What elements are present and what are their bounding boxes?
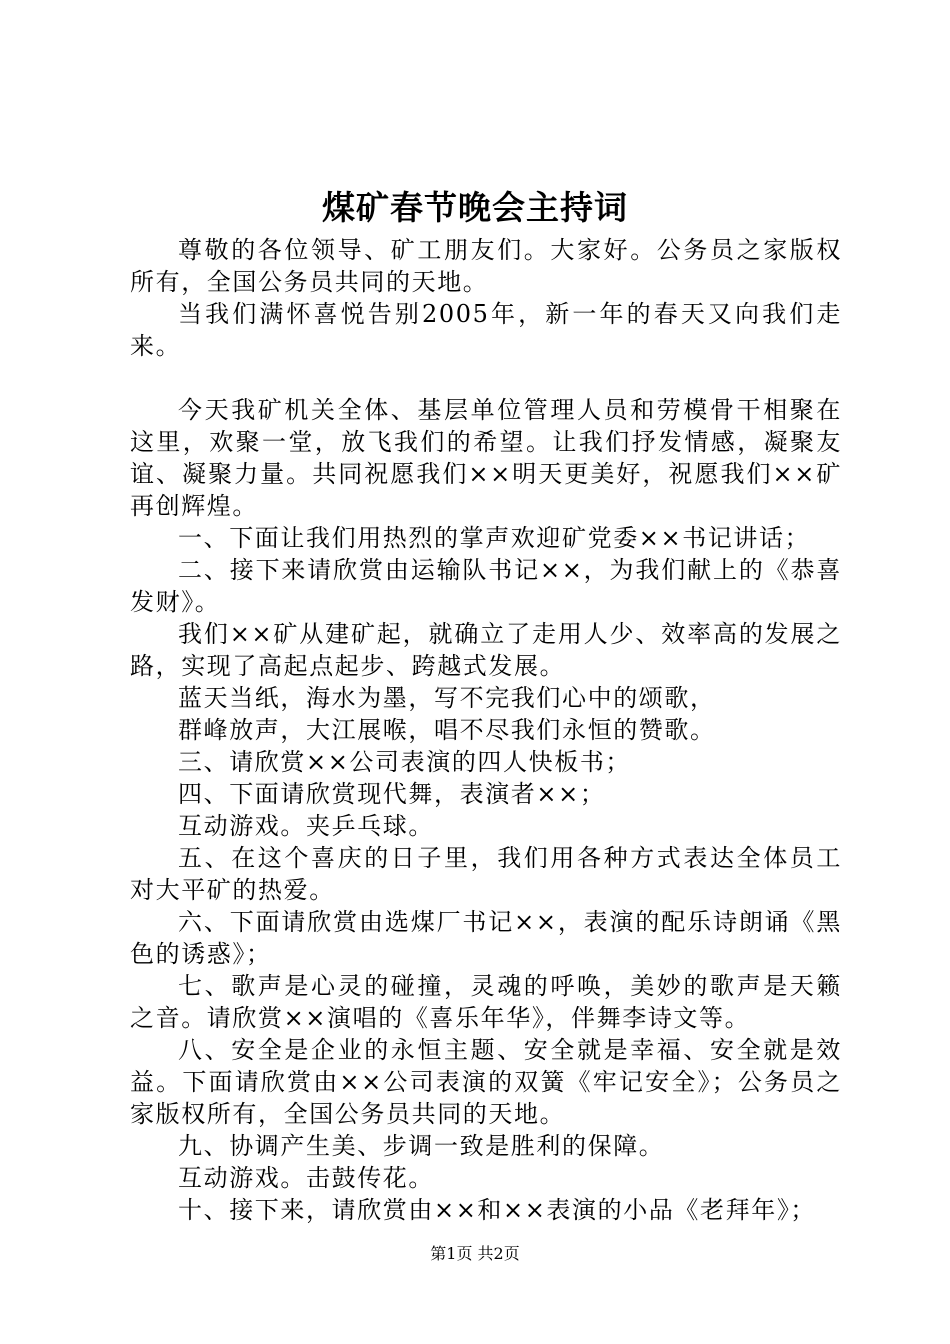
paragraph: 七、歌声是心灵的碰撞，灵魂的呼唤，美妙的歌声是天籁之音。请欣赏××演唱的《喜乐年华》，伴舞李诗文等。: [130, 972, 842, 1032]
paragraph: 当我们满怀喜悦告别2005年，新一年的春天又向我们走来。: [130, 300, 842, 360]
paragraph: 尊敬的各位领导、矿工朋友们。大家好。公务员之家版权所有，全国公务员共同的天地。: [130, 236, 842, 296]
page-number: 第1页 共2页: [430, 1244, 520, 1263]
paragraph: 十、接下来，请欣赏由××和××表演的小品《老拜年》；: [178, 1196, 817, 1224]
paragraph: 六、下面请欣赏由选煤厂书记××，表演的配乐诗朗诵《黑色的诱惑》；: [130, 908, 842, 968]
paragraph: 一、下面让我们用热烈的掌声欢迎矿党委××书记讲话；: [178, 524, 811, 552]
paragraph: 今天我矿机关全体、基层单位管理人员和劳模骨干相聚在这里，欢聚一堂，放飞我们的希望。让我们抒发情感，凝聚友谊、凝聚力量。共同祝愿我们××明天更美好，祝愿我们××矿再创辉煌。: [130, 396, 842, 520]
paragraph: 我们××矿从建矿起，就确立了走用人少、效率高的发展之路，实现了高起点起步、跨越式发展。: [130, 620, 842, 680]
paragraph: 二、接下来请欣赏由运输队书记××，为我们献上的《恭喜发财》。: [130, 556, 842, 616]
paragraph: 蓝天当纸，海水为墨，写不完我们心中的颂歌，: [178, 684, 716, 712]
paragraph: 四、下面请欣赏现代舞，表演者××；: [178, 780, 606, 808]
document-body: [130, 234, 842, 1226]
paragraph: 互动游戏。击鼓传花。: [178, 1164, 434, 1192]
blank-line: [130, 362, 842, 394]
document-title: 煤矿春节晚会主持词: [322, 188, 628, 227]
paragraph: 九、协调产生美、步调一致是胜利的保障。: [178, 1132, 665, 1160]
paragraph: 八、安全是企业的永恒主题、安全就是幸福、安全就是效益。下面请欣赏由××公司表演的双簧《牢记安全》；公务员之家版权所有，全国公务员共同的天地。: [130, 1036, 842, 1128]
paragraph: 群峰放声，大江展喉，唱不尽我们永恒的赞歌。: [178, 716, 716, 744]
paragraph: 互动游戏。夹乒乓球。: [178, 812, 434, 840]
paragraph: 三、请欣赏××公司表演的四人快板书；: [178, 748, 632, 776]
paragraph: 五、在这个喜庆的日子里，我们用各种方式表达全体员工对大平矿的热爱。: [130, 844, 842, 904]
